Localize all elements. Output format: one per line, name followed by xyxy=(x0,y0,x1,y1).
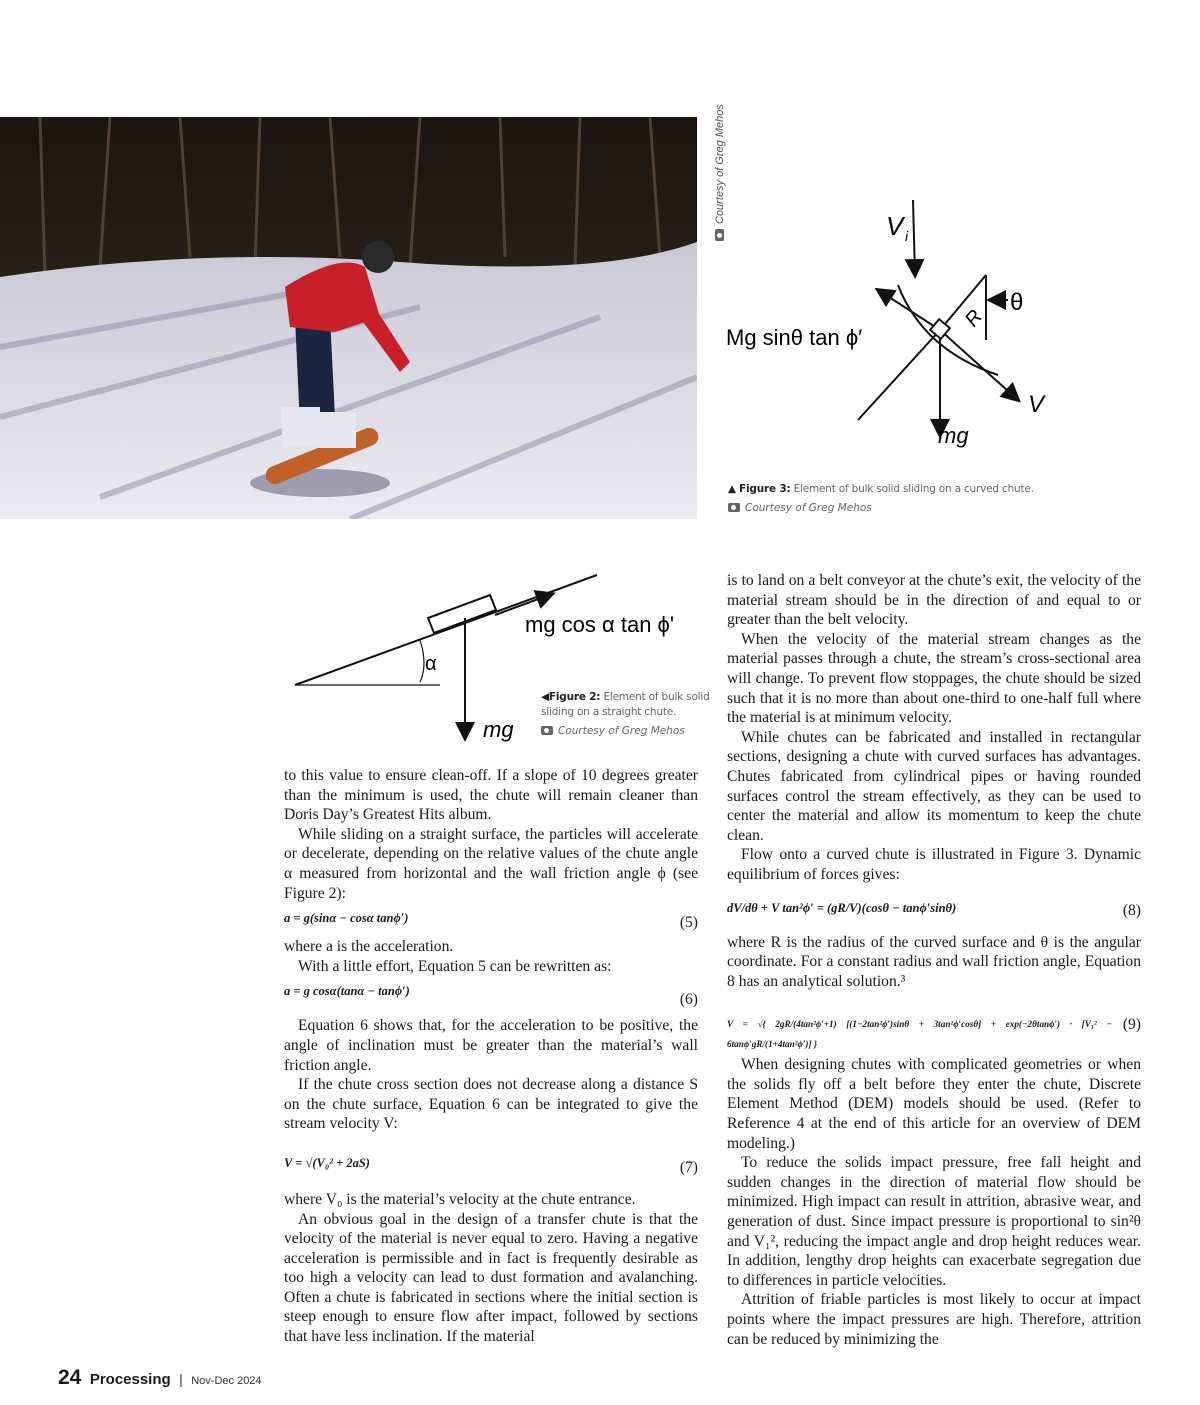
paragraph: When the velocity of the material stream changes as the material passes through a chute, the stream’s cross-sectional area will change. To prevent flow stoppages, the chute should be sized such that it is no more than about one-third to one-half full where the material is at minimum velocity. xyxy=(727,630,1141,727)
paragraph: While sliding on a straight surface, the particles will accelerate or decelerate, depending on the relative values of the chute angle α measured from horizontal and the wall friction angle ϕ (see Figure 2): xyxy=(284,825,698,902)
issue-date: Nov-Dec 2024 xyxy=(191,1375,262,1387)
fig2-force-label: mg cos α tan ϕ' xyxy=(525,612,675,637)
snowboarder-photo xyxy=(0,117,697,519)
figure-3-credit: Courtesy of Greg Mehos xyxy=(728,502,872,514)
paragraph: If the chute cross section does not decrease along a distance S on the chute surface, Equation 6 can be integrated to give the stream velocity V: xyxy=(284,1076,698,1133)
figure-3-diagram xyxy=(718,190,1048,460)
paragraph: With a little effort, Equation 5 can be rewritten as: xyxy=(298,957,612,975)
theta-label: θ xyxy=(1010,289,1024,316)
paragraph: Attrition of friable particles is most likely to occur at impact points where the impact pressures are high. Therefore, attrition can be reduced by minimizing the xyxy=(727,1291,1141,1348)
paragraph: where R is the radius of the curved surface and θ is the angular coordinate. For a constant radius and wall friction angle, Equation 8 has an analytical solution.³ xyxy=(727,933,1141,990)
figure-3-caption: ▲ Figure 3: Element of bulk solid sliding on a curved chute. xyxy=(728,483,1034,495)
camera-icon xyxy=(728,503,740,512)
paragraph: where a is the acceleration. xyxy=(284,938,454,956)
mg-label: mg xyxy=(938,423,969,448)
paragraph: Flow onto a curved chute is illustrated in Figure 3. Dynamic equilibrium of forces gives: xyxy=(727,846,1141,883)
paragraph: Equation 6 shows that, for the acceleration to be positive, the angle of inclination must be greater than the material’s wall friction angle. xyxy=(284,1017,698,1074)
vi-sub-label: i xyxy=(905,228,909,244)
figure-2-caption: ◀Figure 2: Element of bulk solid sliding on a straight chute. xyxy=(541,691,710,718)
paragraph: to this value to ensure clean-off. If a slope of 10 degrees greater than the minimum is used, the chute will remain cleaner than Doris Day’s Greatest Hits album. xyxy=(284,767,698,824)
v-label: V xyxy=(1028,391,1045,418)
equation-5: a = g(sinα − cosα tanϕ′) (5) xyxy=(284,911,698,932)
equation-9: V = √{ 2gR/(4tan²ϕ′+1) [(1−2tan²ϕ′)sinθ + 3tan²ϕ′cosθ] + exp(−2θtanϕ′) · [V₁² − 6tanϕ′gR/(1+4tan²ϕ′)] } (9) xyxy=(727,1016,1141,1049)
vi-label: V xyxy=(886,211,904,241)
figure-2-credit: Courtesy of Greg Mehos xyxy=(541,725,685,737)
footer-separator: | xyxy=(179,1371,183,1387)
paragraph: When designing chutes with complicated geometries or when the solids fly off a belt before they enter the chute, Discrete Element Method (DEM) models should be used. (Refer to Reference 4 at the end of this article for an overview of DEM modeling.) xyxy=(727,1056,1141,1152)
equation-7: V = √(V₀² + 2aS) (7) xyxy=(284,1155,698,1176)
paragraph: where V₀ is the material’s velocity at the chute entrance. xyxy=(284,1190,636,1208)
paragraph: While chutes can be fabricated and installed in rectangular sections, designing a chute with curved surfaces has advantages. Chutes fabricated from cylindrical pipes or having rounded surfaces control the stream effectively, as they can be used to center the material and allow its momentum to keep the chute clean. xyxy=(727,728,1141,844)
camera-icon xyxy=(541,726,553,735)
photo-credit: Courtesy of Greg Mehos xyxy=(700,118,716,243)
left-column xyxy=(284,766,698,1347)
alpha-label: α xyxy=(425,653,437,675)
right-column xyxy=(727,571,1141,1349)
force-label: Mg sinθ tan ϕ′ xyxy=(726,325,863,350)
page-number: 24 xyxy=(58,1366,82,1389)
r-label: R xyxy=(960,305,987,332)
magazine-name: Processing xyxy=(89,1371,171,1388)
paragraph: An obvious goal in the design of a transfer chute is that the velocity of the material is never equal to zero. Having a negative acceleration is permissible and in fact is frequently desirable as too high a velocity can lead to dust formation and avalanching. Often a chute is fabricated in sections where the initial section is steep enough to ensure flow after impact, followed by sections that have less inclination. If the material xyxy=(284,1210,698,1346)
equation-6: a = g cosα(tanα − tanϕ′) (6) xyxy=(284,984,698,1009)
paragraph: To reduce the solids impact pressure, free fall height and sudden changes in the direction of material flow should be minimized. High impact can result in attrition, abrasive wear, and generation of dust. Since impact pressure is proportional to sin²θ and V₁², reducing the impact angle and drop height reduces wear. In addition, lengthy drop heights can exacerbate segregation due to differences in particle velocities. xyxy=(727,1154,1141,1289)
page-footer xyxy=(58,1366,262,1390)
fig2-mg-label: mg xyxy=(483,717,514,742)
paragraph: is to land on a belt conveyor at the chute’s exit, the velocity of the material stream should be in the direction of and equal to or greater than the belt velocity. xyxy=(727,572,1141,629)
equation-8: dV/dθ + V tan²ϕ′ = (gR/V)(cosθ − tanϕ′sinθ) (8) xyxy=(727,900,1141,919)
